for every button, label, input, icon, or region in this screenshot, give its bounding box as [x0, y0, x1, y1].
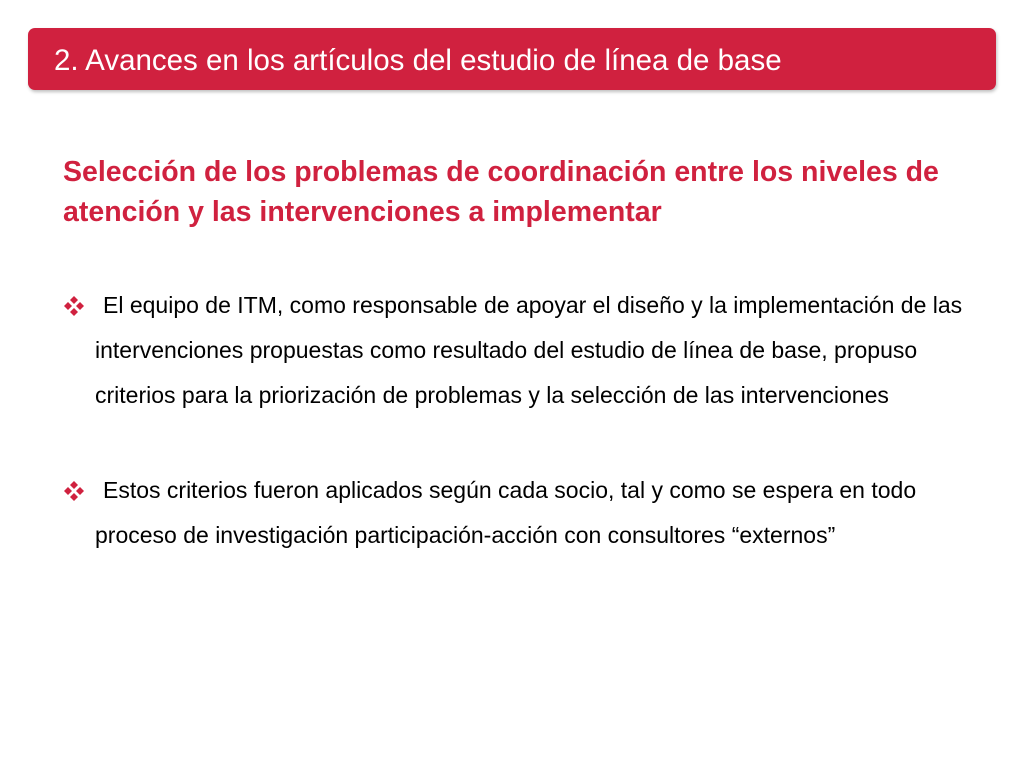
bullet-list [63, 283, 993, 558]
diamond-quad-bullet-icon [63, 480, 85, 502]
diamond-quad-bullet-icon [63, 295, 85, 317]
bullet-text: El equipo de ITM, como responsable de apoyar el diseño y la implementación de las intervenciones propuestas como resultado del estudio de línea de base, propuso criterios para la priorización de problemas y la selección de las intervenciones [95, 292, 963, 408]
section-subtitle: Selección de los problemas de coordinación entre los niveles de atención y las intervenciones a implementar [63, 156, 939, 228]
slide-title: 2. Avances en los artículos del estudio de línea de base [54, 44, 782, 77]
title-bar [28, 28, 996, 90]
bullet-item [63, 468, 993, 558]
bullet-text: Estos criterios fueron aplicados según cada socio, tal y como se espera en todo proceso de investigación participación-acción con consultores “externos” [95, 477, 917, 548]
bullet-item [63, 283, 993, 418]
